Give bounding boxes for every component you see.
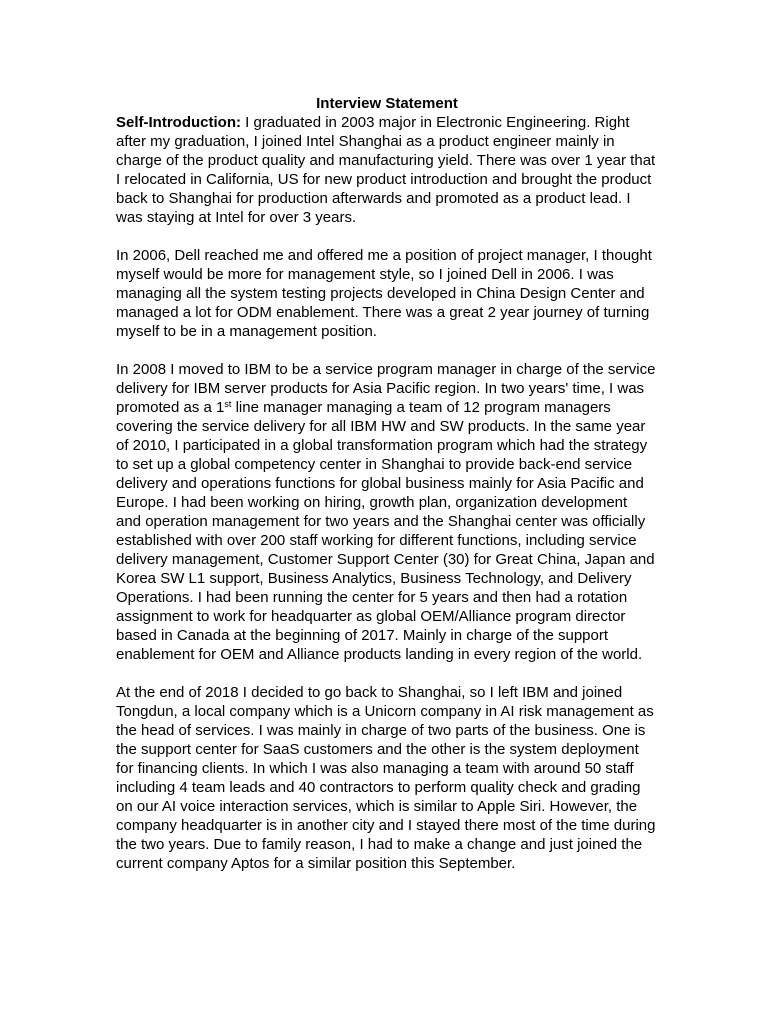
paragraph-self-introduction <box>116 113 656 227</box>
paragraph-ibm <box>116 360 656 664</box>
document-title: Interview Statement <box>316 95 458 112</box>
paragraph-tongdun: At the end of 2018 I decided to go back to Shanghai, so I left IBM and joined Tongdun, a local company which is a Unicorn company in AI risk management as the head of services. I was mainly in charge of two parts of the business. One is the support center for SaaS customers and the other is the system deployment for financing clients. In which I was also managing a team with around 50 staff including 4 team leads and 40 contractors to perform quality check and grading on our AI voice interaction services, which is similar to Apple Siri. However, the company headquarter is in another city and I stayed there most of the time during the two years. Due to family reason, I had to make a change and just joined the current company Aptos for a similar position this September. <box>116 684 656 872</box>
ibm-text-part-1: In 2008 I moved to IBM to be a service program manager in charge of the service delivery for IBM server products for Asia Pacific region. In two years' time, I was promoted as a 1 <box>116 361 656 416</box>
document-page <box>116 94 656 892</box>
ordinal-superscript: st <box>224 399 232 409</box>
paragraph-dell: In 2006, Dell reached me and offered me a position of project manager, I thought myself would be more for management style, so I joined Dell in 2006. I was managing all the system testing projects developed in China Design Center and managed a lot for ODM enablement. There was a great 2 year journey of turning myself to be in a management position. <box>116 247 652 340</box>
self-introduction-text: I graduated in 2003 major in Electronic Engineering. Right after my graduation, I joined Intel Shanghai as a product engineer mainly in charge of the product quality and manufacturing yield. There was over 1 year that I relocated in California, US for new product introduction and brought the product back to Shanghai for production afterwards and promoted as a product lead. I was staying at Intel for over 3 years. <box>116 114 656 226</box>
ibm-text-part-2: line manager managing a team of 12 program managers covering the service delivery for all IBM HW and SW products. In the same year of 2010, I participated in a global transformation program which had the strategy to set up a global competency center in Shanghai to provide back-end service delivery and operations functions for global business mainly for Asia Pacific and Europe. I had been working on hiring, growth plan, organization development and operation management for two years and the Shanghai center was officially established with over 200 staff working for different functions, including service delivery management, Customer Support Center (30) for Great China, Japan and Korea SW L1 support, Business Analytics, Business Technology, and Delivery Operations. I had been running the center for 5 years and then had a rotation assignment to work for headquarter as global OEM/Alliance program director based in Canada at the beginning of 2017. Mainly in charge of the support enablement for OEM and Alliance products landing in every region of the world. <box>116 399 655 663</box>
self-introduction-label: Self-Introduction: <box>116 114 241 131</box>
